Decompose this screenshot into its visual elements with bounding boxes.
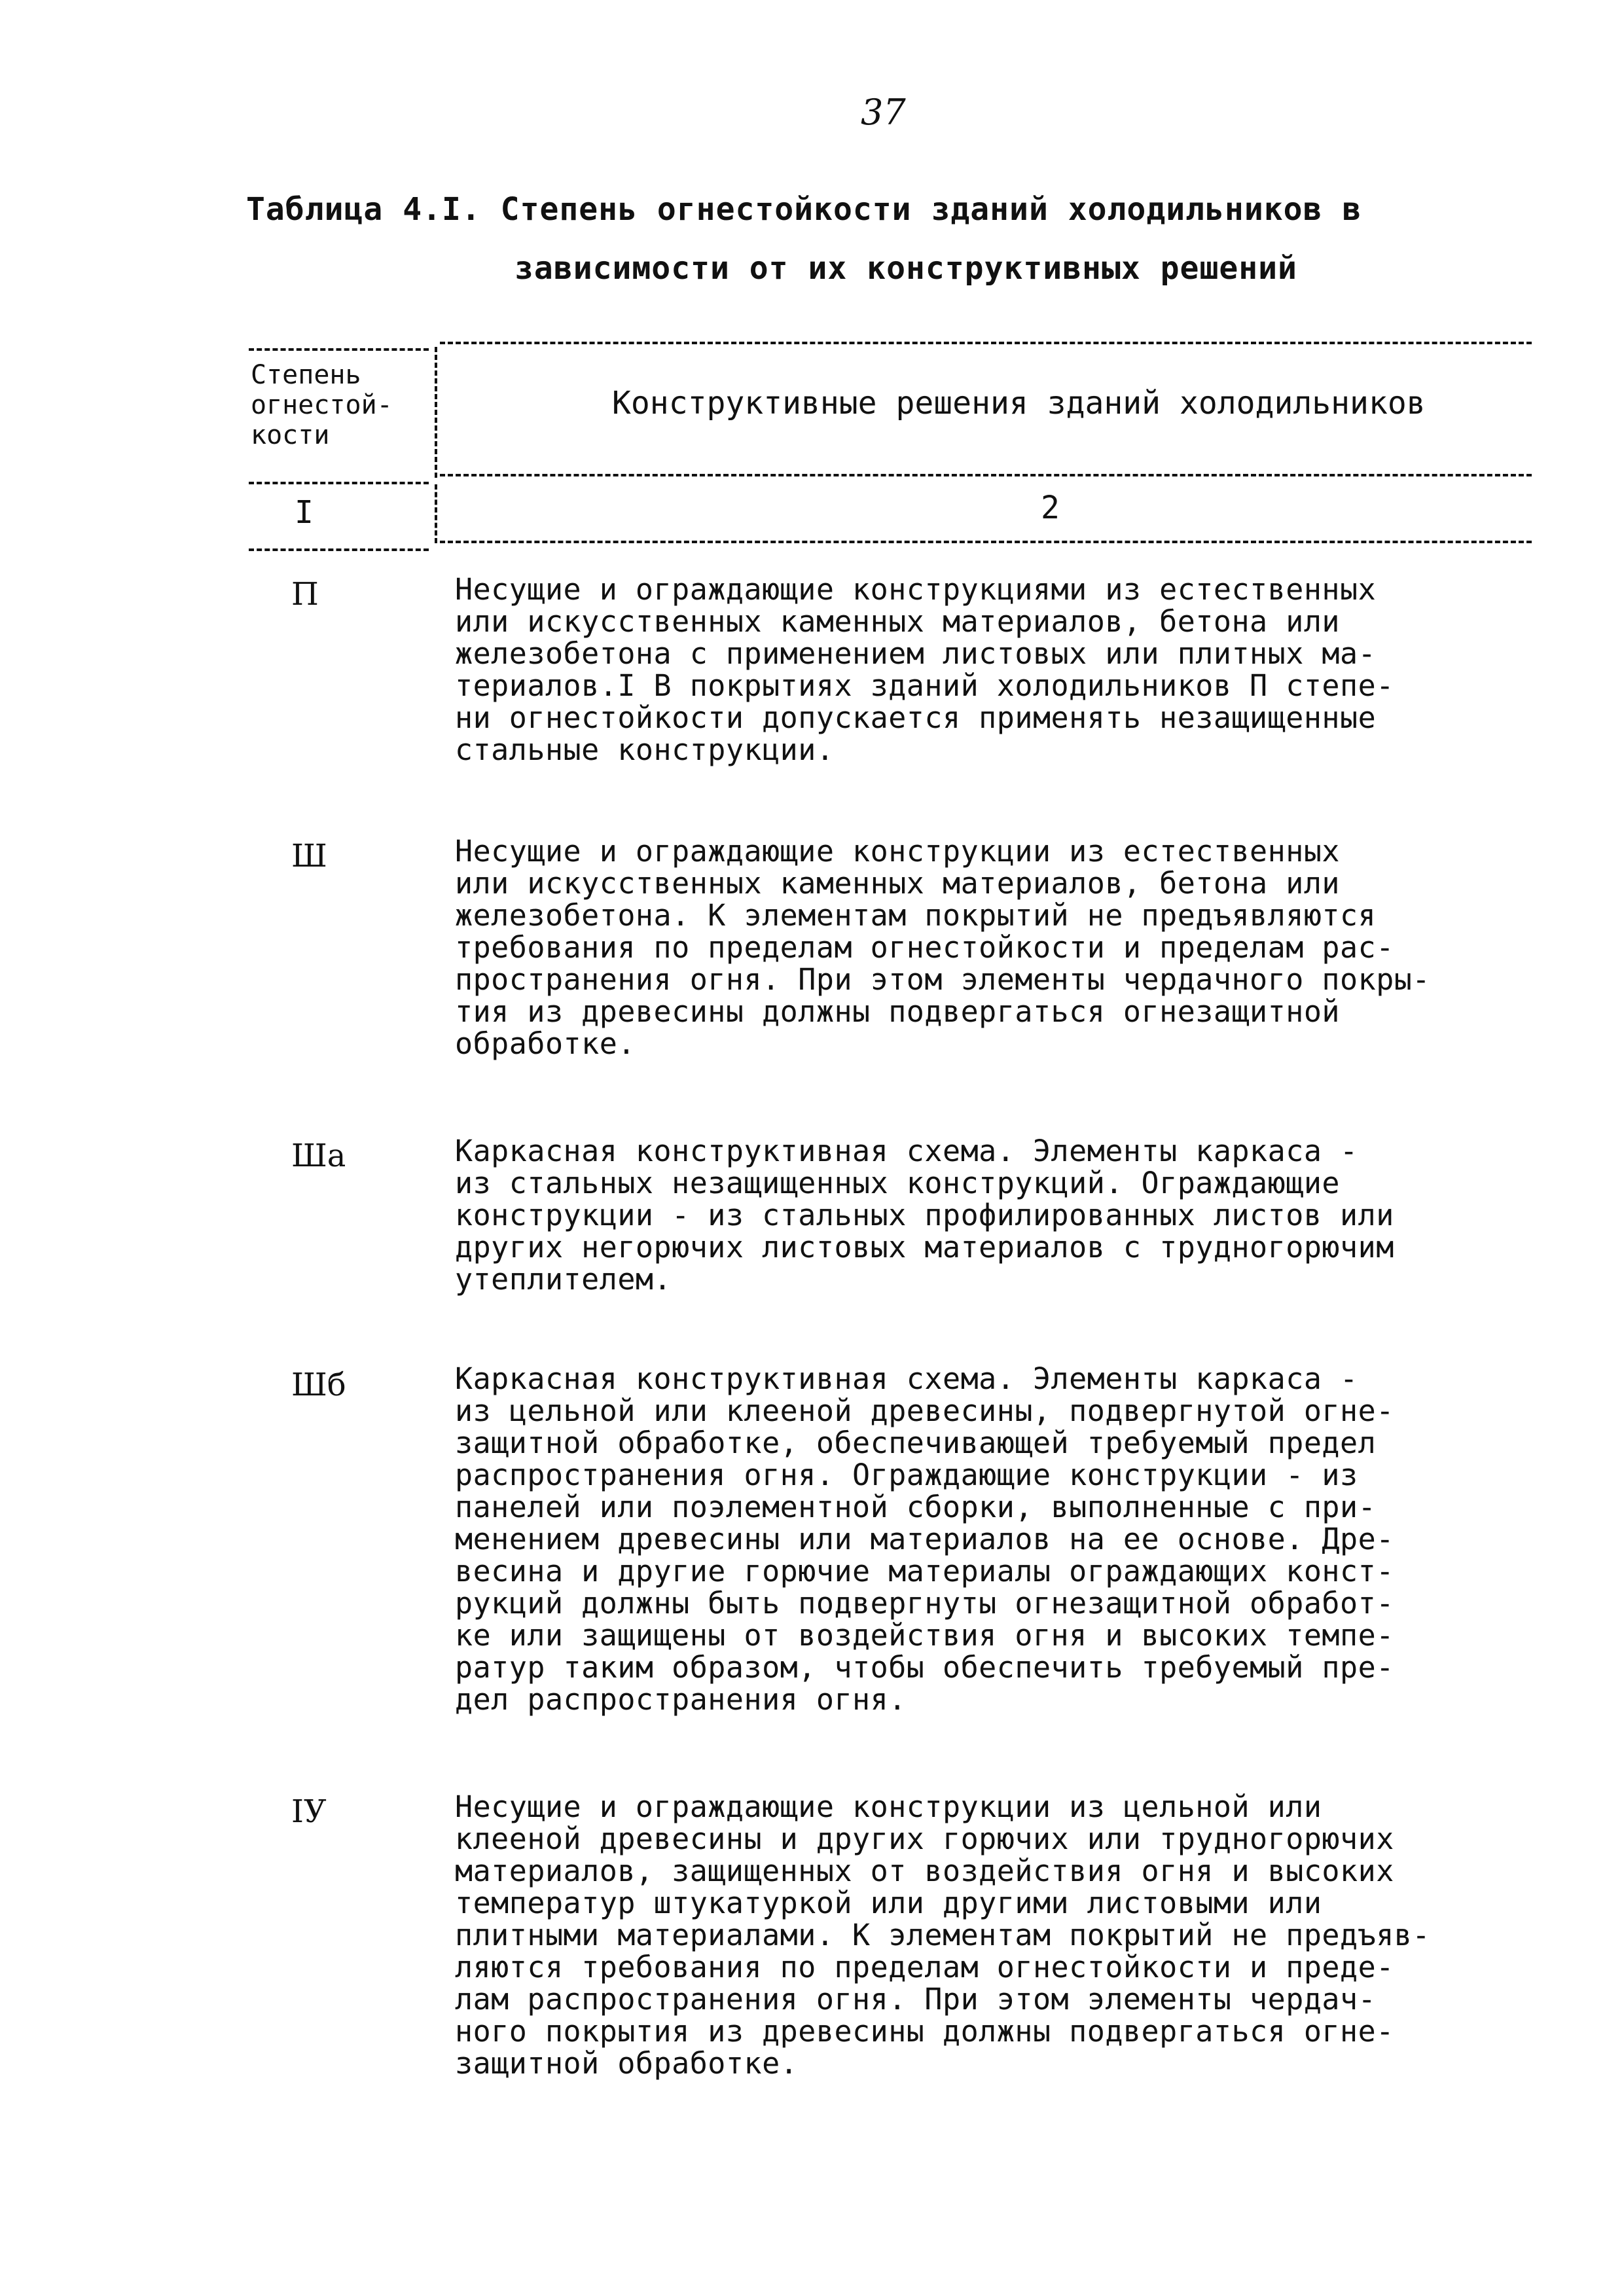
row-text: Каркасная конструктивная схема. Элементы каркаса - из цельной или клееной древесины, подвергнутой огне- защитной обработке, обеспечивающей требуемый предел распространения огня. Ограждающие конструкции - из панелей или поэлементной сборки, выполненные с при- менением древесины или материалов на ее основе. Дре- весина и другие горючие материалы ограждающих конст- рукций должны быть подвергнуты огнезащитной обработ- ке или защищены от воздействия огня и высоких темпе- ратур таким образом, чтобы обеспечить требуемый пре- дел распространения огня. [455,1361,1394,1717]
header-bottom-rule-right [440,541,1532,543]
header-mid-rule-right [440,474,1532,476]
row-degree: Шб [291,1367,346,1403]
number-column-divider [435,484,437,543]
header-top-rule-right [440,342,1532,344]
column-number-1: I [295,494,314,531]
header-top-rule-left [249,348,429,351]
header-degree-label: Степень огнестой- кости [251,360,393,450]
page-number: 37 [861,92,906,133]
header-degree-column [251,360,393,450]
row-text: Несущие и ограждающие конструкции из цельной или клееной древесины и других горючих или трудногорючих материалов, защищенных от воздействия огня и высоких температур штукатуркой или другими листовыми или плитными материалами. К элементам покрытий не предъяв- ляются требования по пределам огнестойкости и преде- лам распространения огня. При этом элементы чердач- ного покрытия из древесины должны подвергаться огне- защитной обработке. [455,1789,1430,2081]
table-title-line-2: зависимости от их конструктивных решений [514,250,1297,287]
row-text: Несущие и ограждающие конструкции из естественных или искусственных каменных материалов, бетона или железобетона. К элементам покрытий не предъявляются требования по пределам огнестойкости и пределам рас- пространения огня. При этом элементы чердачного покры- тия из древесины должны подвергаться огнезащитной обработке. [455,834,1430,1061]
row-text: Каркасная конструктивная схема. Элементы каркаса - из стальных незащищенных конструкций. Ограждающие конструкции - из стальных профилированных листов или других негорючих листовых материалов с трудногорючим утеплителем. [455,1134,1394,1297]
table-title [246,191,1490,287]
row-degree: Ш [291,838,327,874]
header-column-divider [435,347,437,478]
header-mid-rule-left [249,482,429,484]
header-solutions-column: Конструктивные решения зданий холодильников [612,385,1426,422]
row-degree: Ша [291,1138,346,1174]
header-bottom-rule-left [249,548,429,551]
row-degree: П [291,576,319,613]
column-number-2: 2 [1041,490,1060,526]
row-text: Несущие и ограждающие конструкциями из естественных или искусственных каменных материалов, бетона или железобетона с применением листовых или плитных ма- териалов.I В покрытиях зданий холодильников П степе- ни огнестойкости допускается применять незащищенные стальные конструкции. [455,572,1394,767]
row-degree: IУ [291,1793,327,1830]
table-title-line-1: Таблица 4.I. Степень огнестойкости зданий холодильников в [246,191,1362,228]
